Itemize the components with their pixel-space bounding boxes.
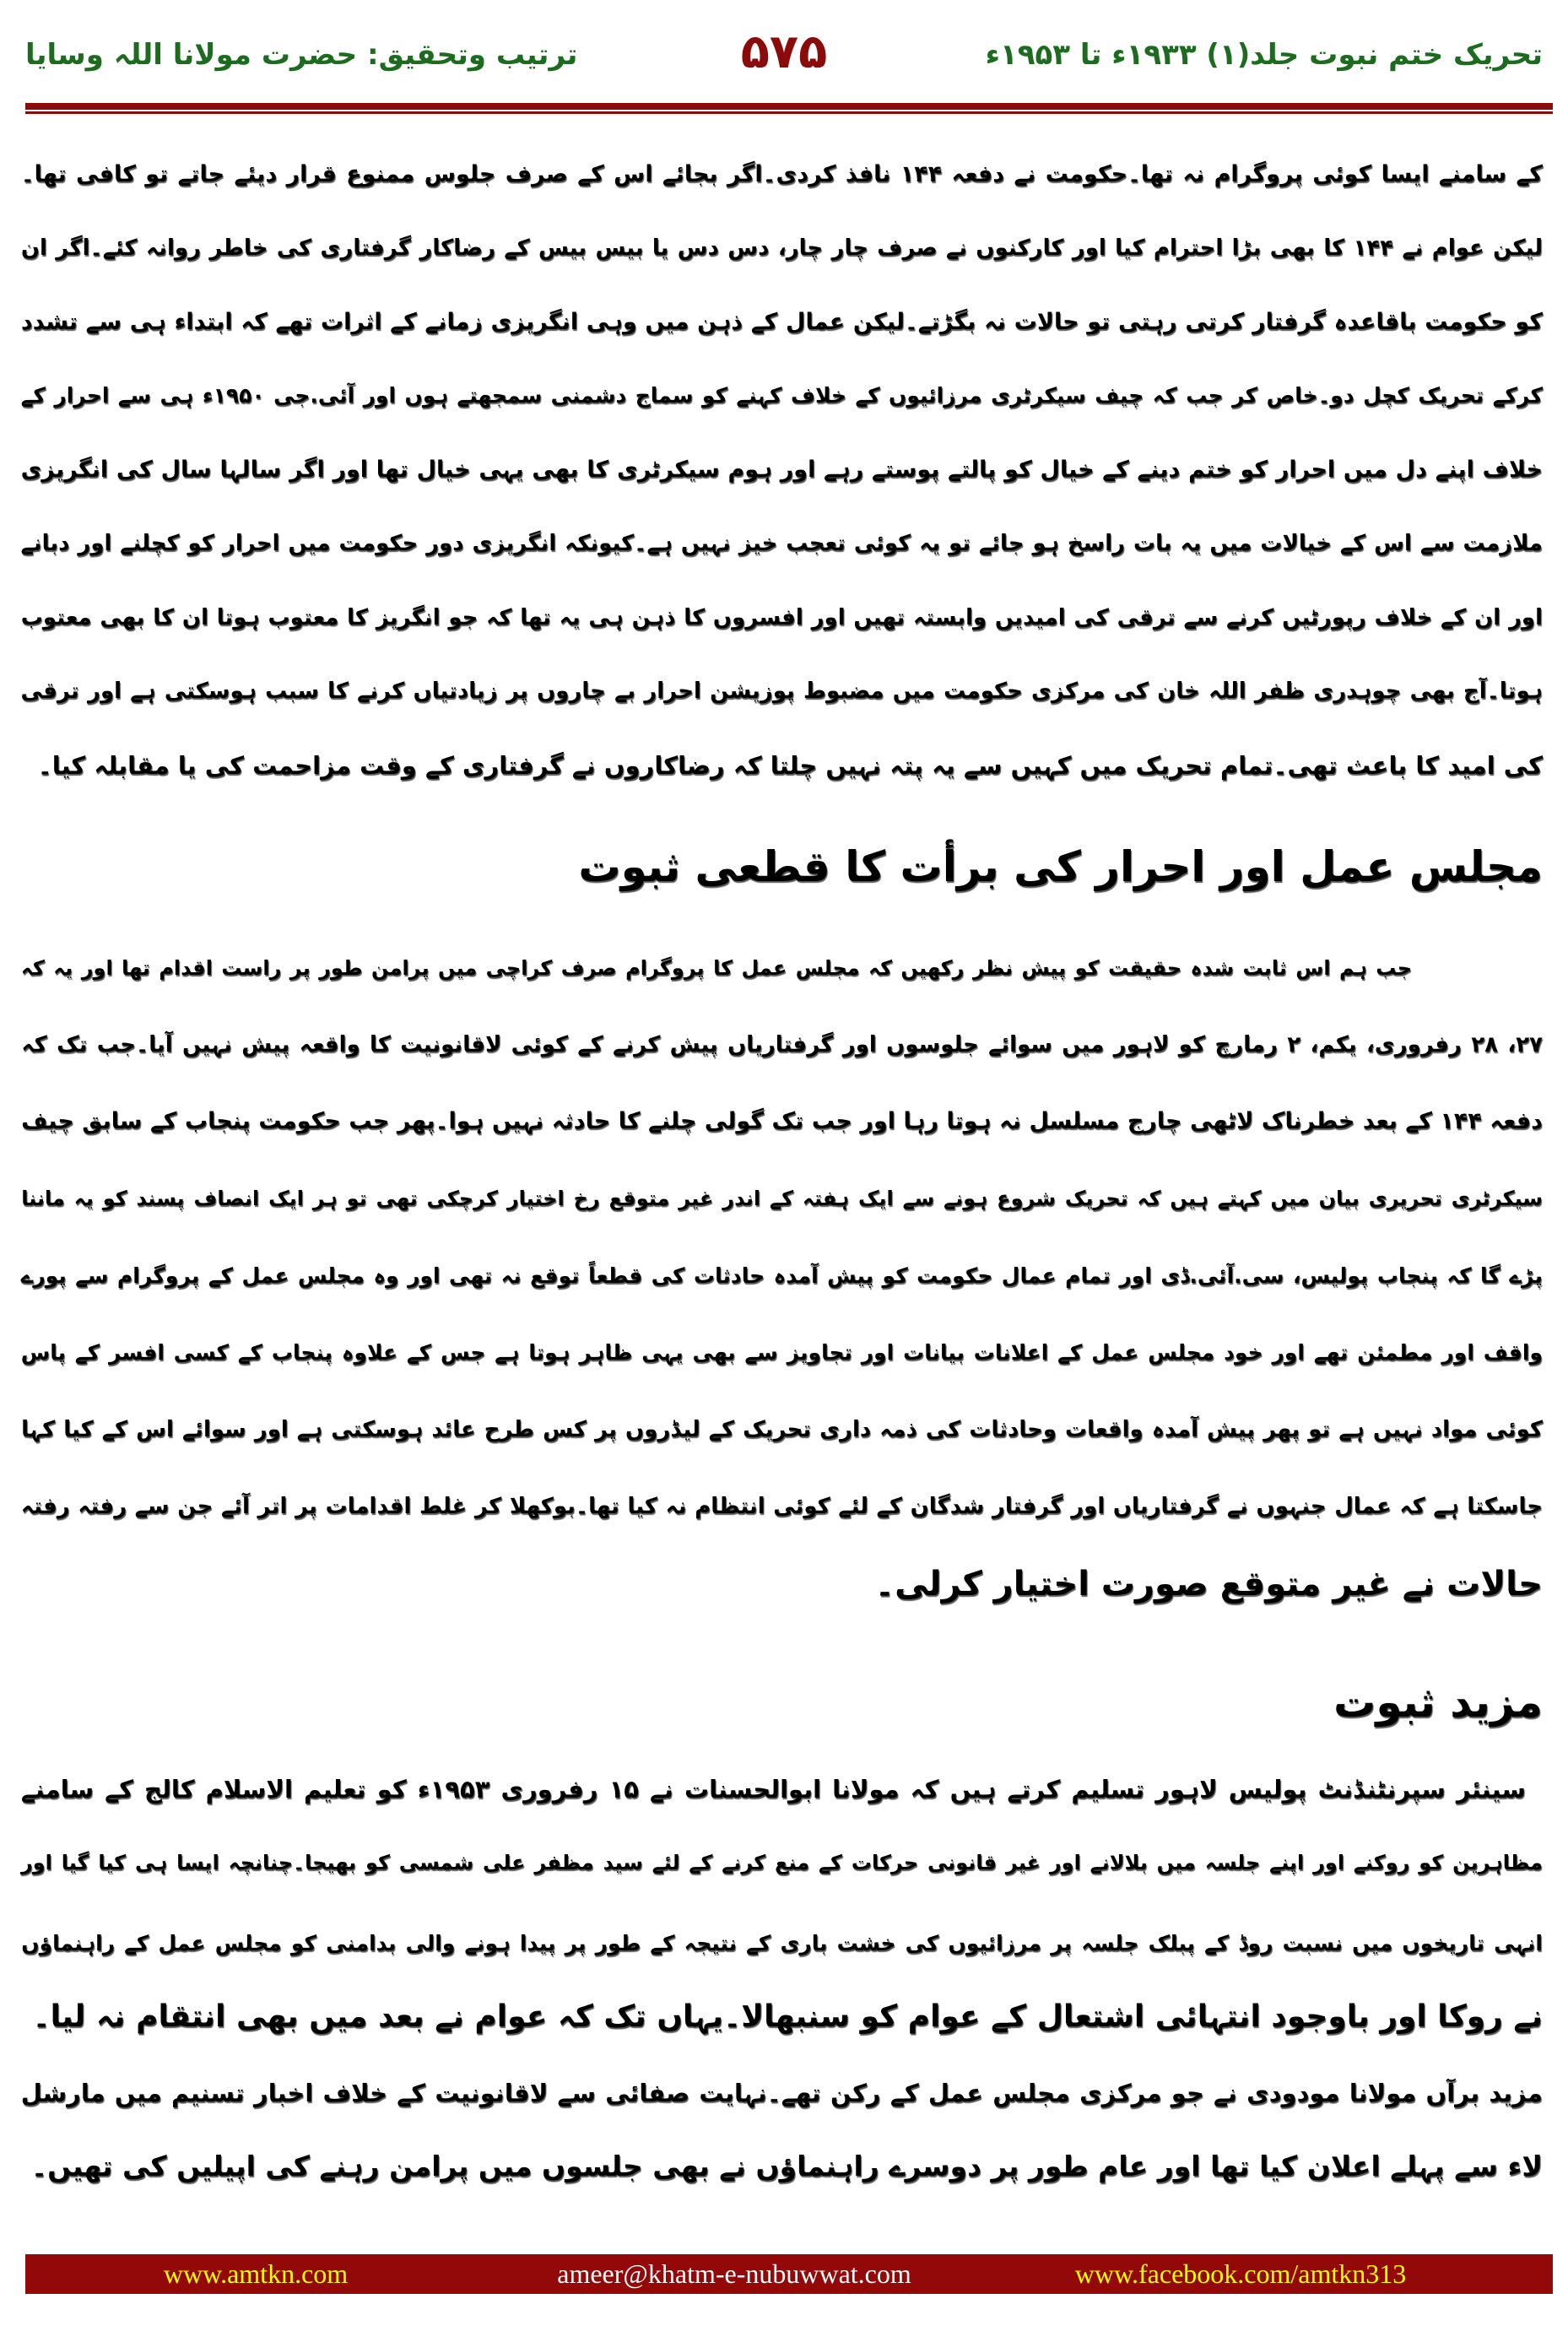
text-line: نے روکا اور باوجود انتہائی اشتعال کے عوام کو سنبھالا۔یہاں تک کہ عوام نے بعد میں بھی انتقام نہ لیا۔ [32,1999,1543,2034]
text-line: ہوتا۔آج بھی چوہدری ظفر اللہ خان کی مرکزی حکومت میں مضبوط پوزیشن احرار بے چاروں پر زیادتیاں کرنے کا سبب ہوسکتی ہے اور ترقی [20,679,1543,704]
text-line: کی امید کا باعث تھی۔تمام تحریک میں کہیں سے یہ پتہ نہیں چلتا کہ رضاکاروں نے گرفتاری کے وقت مزاحمت کی یا مقابلہ کیا۔ [37,751,1543,780]
footer-email-link[interactable]: ameer@khatm-e-nubuwwat.com [557,2258,911,2289]
text-line: واقف اور مطمئن تھے اور خود مجلس عمل کے اعلانات بیانات اور تجاویز سے بھی یہی ظاہر ہوتا ہے جس کے علاوہ پنجاب کے کسی افسر کے پاس [20,1340,1543,1365]
text-line: کوئی مواد نہیں ہے تو پھر پیش آمدہ واقعات وحادثات کی ذمہ داری تحریک کے لیڈروں پر کس طرح عائد ہوسکتی ہے اور سوائے اس کے کیا کہا [21,1417,1543,1442]
text-line: کے سامنے ایسا کوئی پروگرام نہ تھا۔حکومت نے دفعہ ۱۴۴ نافذ کردی۔اگر بجائے اس کے صرف جلوس ممنوع قرار دیئے جاتے تو کافی تھا۔ [20,161,1543,187]
text-line: مزید برآں مولانا مودودی نے جو مرکزی مجلس عمل کے رکن تھے۔نہایت صفائی سے لاقانونیت کے خلاف اخبار تسنیم میں مارشل [20,2079,1543,2107]
text-line: سینئر سپرنٹنڈنٹ پولیس لاہور تسلیم کرتے ہیں کہ مولانا ابوالحسنات نے ۱۵ رفروری ۱۹۵۳ء کو تعلیم الاسلام کالج کے سامنے [20,1775,1526,1804]
footer-facebook-link[interactable]: www.facebook.com/amtkn313 [1074,2258,1407,2289]
text-line: کو حکومت باقاعدہ گرفتار کرتی رہتی تو حالات نہ بگڑتے۔لیکن عمال کے ذہن میں وہی انگریزی زمانے کے اثرات تھے کہ ابتداء ہی سے تشدد [20,309,1543,335]
compiler-credit: ترتیب وتحقیق: حضرت مولانا اللہ وسایا [25,38,578,72]
book-title: تحریک ختم نبوت جلد(۱) ۱۹۳۳ء تا ۱۹۵۳ء [985,38,1543,72]
text-line: کرکے تحریک کچل دو۔خاص کر جب کہ چیف سیکرٹری مرزائیوں کے خلاف کہنے کو سماج دشمنی سمجھتے ہوں اور آئی.جی ۱۹۵۰ء ہی سے احرار کے [20,383,1543,408]
header-rule-thin [25,111,1553,114]
page-number: ۵۷۵ [740,24,828,79]
header-rule [25,103,1553,110]
text-line: جاسکتا ہے کہ عمال جنہوں نے گرفتاریاں اور گرفتار شدگان کے لئے کوئی انتظام نہ کیا تھا۔بوکھلا کر غلط اقدامات پر اتر آئے جن سے رفتہ رفتہ [20,1494,1543,1519]
text-line: سیکرٹری تحریری بیان میں کہتے ہیں کہ تحریک شروع ہونے سے ایک ہفتہ کے اندر غیر متوقع رخ اختیار کرچکی تھی تو ہر ایک انصاف پسند کو یہ ماننا [21,1187,1543,1210]
footer-band [25,2254,1553,2294]
text-line: دفعہ ۱۴۴ کے بعد خطرناک لاٹھی چارج مسلسل نہ ہوتا رہا اور جب تک گولی چلنے کا حادثہ نہیں ہوا۔پھر جب حکومت پنجاب کے سابق چیف [21,1108,1543,1134]
section-heading: مزید ثبوت [1333,1678,1543,1727]
footer-website-link[interactable]: www.amtkn.com [163,2258,349,2289]
text-line: پڑے گا کہ پنجاب پولیس، سی.آئی.ڈی اور تمام عمال حکومت کو پیش آمدہ حادثات کی قطعاً توقع نہ تھی اور وہ مجلس عمل کے پروگرام سے پورے [20,1263,1543,1288]
text-line: اور ان کے خلاف رپورٹیں کرنے سے ترقی کی امیدیں وابستہ تھیں اور افسروں کا ذہن ہی یہ تھا کہ جو انگریز کا معتوب ہوتا ان کا بھی معتوب [20,605,1543,630]
section-heading: مجلس عمل اور احرار کی برأت کا قطعی ثبوت [578,842,1543,891]
text-line: لاء سے پہلے اعلان کیا تھا اور عام طور پر دوسرے راہنماؤں نے بھی جلسوں میں پرامن رہنے کی اپیلیں کی تھیں۔ [30,2150,1543,2182]
text-line: ۲۷، ۲۸ رفروری، یکم، ۲ رمارچ کو لاہور میں سوائے جلوسوں اور گرفتاریاں پیش کرنے کے کوئی لاقانونیت کا واقعہ پیش نہیں آیا۔جب تک کہ [21,1032,1543,1057]
text-line: جب ہم اس ثابت شدہ حقیقت کو پیش نظر رکھیں کہ مجلس عمل کا پروگرام صرف کراچی میں پرامن طور پر راست اقدام تھا اور یہ کہ [20,956,1412,980]
text-line: ملازمت سے اس کے خیالات میں یہ بات راسخ ہو جائے تو یہ کوئی تعجب خیز نہیں ہے۔کیونکہ انگریزی دور حکومت میں احرار کو کچلنے اور دبانے [20,531,1543,556]
text-line: انہی تاریخوں میں نسبت روڈ کے پبلک جلسہ پر مرزائیوں کی خشت باری کے نتیجہ کے طور پر پیدا ہونے والی بدامنی کو مجلس عمل کے راہنماؤں [21,1931,1543,1955]
text-line: لیکن عوام نے ۱۴۴ کا بھی بڑا احترام کیا اور کارکنوں نے صرف چار چار، دس دس یا بیس بیس کے رضاکار گرفتاری کی خاطر روانہ کئے۔اگر ان [20,235,1543,261]
text-line: خلاف اپنے دل میں احرار کو ختم دینے کے خیال کو پالتے پوستے رہے اور ہوم سیکرٹری کا بھی یہی خیال تھا اور اگر سالہا سال کی انگریزی [20,457,1543,483]
text-line: مظاہرین کو روکنے اور اپنے جلسہ میں بلالانے اور غیر قانونی حرکات کے منع کرنے کے لئے سید مظفر علی شمسی کو بھیجا۔چنانچہ ایسا ہی کیا گیا اور [20,1851,1543,1874]
text-line: حالات نے غیر متوقع صورت اختیار کرلی۔ [874,1565,1543,1604]
